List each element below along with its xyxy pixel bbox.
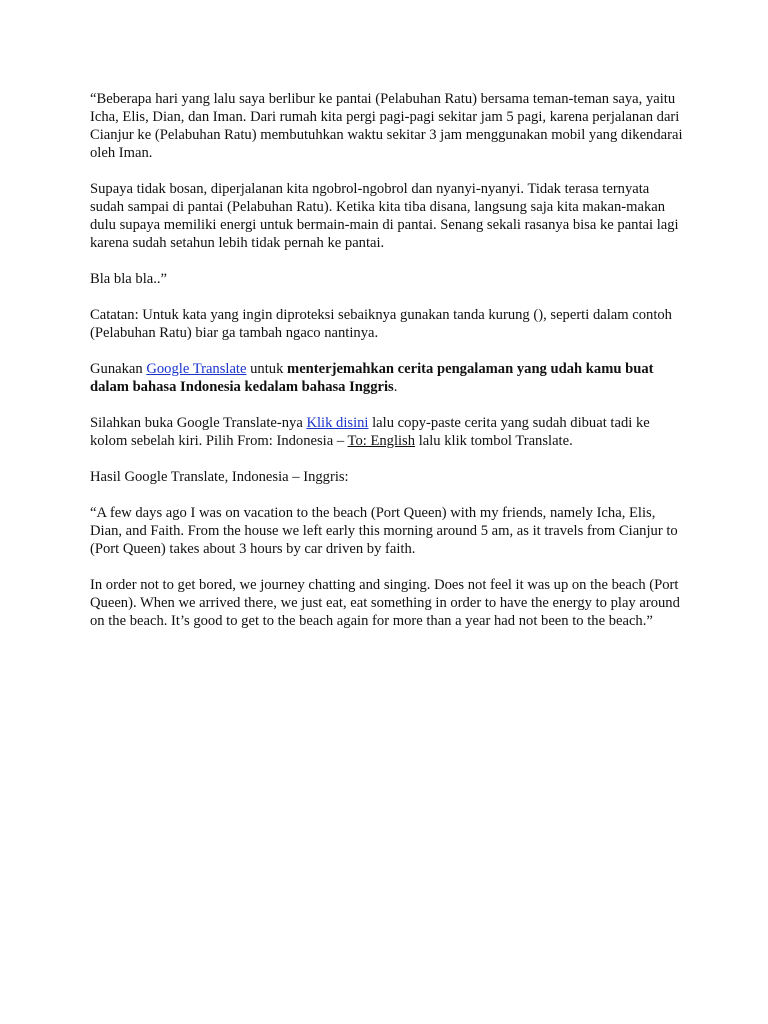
google-translate-link[interactable]: Google Translate bbox=[146, 361, 247, 377]
to-english-underlined: To: English bbox=[347, 433, 416, 449]
note-paragraph: Catatan: Untuk kata yang ingin diproteksi sebaiknya gunakan tanda kurung (), seperti dalam contoh (Pelabuhan Ratu) biar ga tambah ngaco nantinya. bbox=[90, 307, 672, 341]
open-text-after: lalu klik tombol Translate. bbox=[415, 433, 573, 449]
instruction-text-middle: untuk bbox=[246, 361, 288, 377]
instruction-paragraph-open bbox=[90, 414, 686, 450]
story-paragraph-2: Supaya tidak bosan, diperjalanan kita ngobrol-ngobrol dan nyanyi-nyanyi. Tidak terasa ternyata sudah sampai di pantai (Pelabuhan Ratu). Ketika kita tiba disana, langsung saja kita makan-makan dulu supaya memiliki energi untuk bermain-main di pantai. Senang sekali rasanya bisa ke pantai lagi karena sudah setahun lebih tidak pernah ke pantai. bbox=[90, 181, 679, 251]
story-paragraph-3: Bla bla bla..” bbox=[90, 271, 167, 287]
document-body bbox=[90, 90, 686, 648]
translated-paragraph-2: In order not to get bored, we journey chatting and singing. Does not feel it was up on the beach (Port Queen). When we arrived there, we just eat, eat something in order to have the energy to play around on the beach. It’s good to get to the beach again for more than a year had not been to the beach.” bbox=[90, 577, 680, 629]
instruction-text-after: . bbox=[393, 379, 398, 395]
open-text-middle: lalu copy-paste cerita yang sudah dibuat tadi ke kolom sebelah kiri. Pilih From: Indonesia – bbox=[90, 415, 650, 449]
instruction-text-before: Gunakan bbox=[90, 361, 147, 377]
klik-disini-link[interactable]: Klik disini bbox=[306, 415, 369, 431]
story-paragraph-1: “Beberapa hari yang lalu saya berlibur ke pantai (Pelabuhan Ratu) bersama teman-teman saya, yaitu Icha, Elis, Dian, dan Iman. Dari rumah kita pergi pagi-pagi sekitar jam 5 pagi, karena perjalanan dari Cianjur ke (Pelabuhan Ratu) membutuhkan waktu sekitar 3 jam menggunakan mobil yang dikendarai oleh Iman. bbox=[90, 91, 683, 161]
translated-paragraph-1: “A few days ago I was on vacation to the beach (Port Queen) with my friends, namely Icha, Elis, Dian, and Faith. From the house we left early this morning around 5 am, as it travels from Cianjur to (Port Queen) takes about 3 hours by car driven by faith. bbox=[90, 505, 678, 557]
instruction-bold-text: menterjemahkan cerita pengalaman yang udah kamu buat dalam bahasa Indonesia kedalam bahasa Inggris bbox=[90, 361, 654, 395]
result-heading: Hasil Google Translate, Indonesia – Inggris: bbox=[90, 469, 349, 485]
open-text-before: Silahkan buka Google Translate-nya bbox=[90, 415, 307, 431]
instruction-paragraph-translate bbox=[90, 360, 686, 396]
